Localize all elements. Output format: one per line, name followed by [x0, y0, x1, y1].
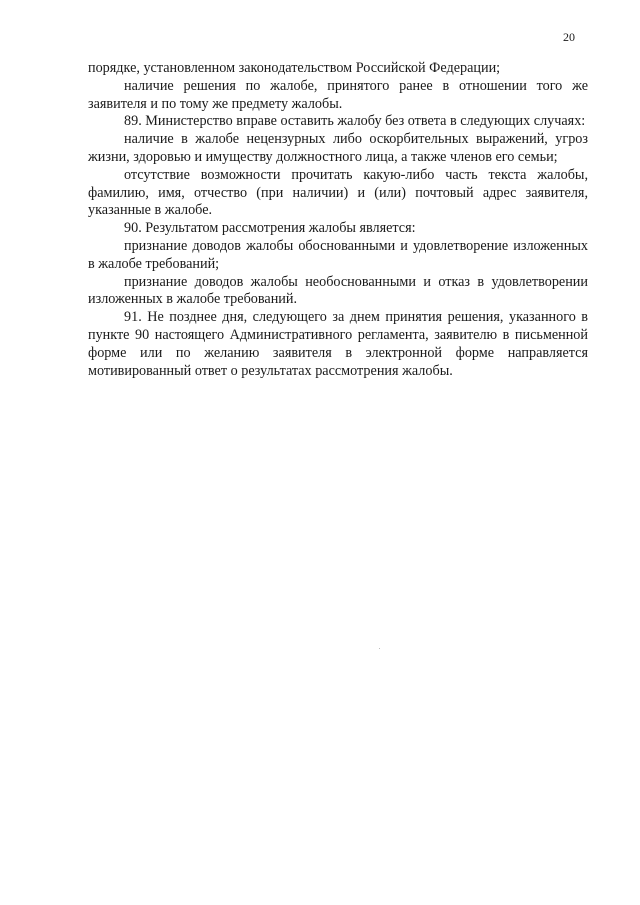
document-body [88, 60, 588, 380]
page-number: 20 [563, 30, 575, 44]
paragraph-91: 91. Не позднее дня, следующего за днем принятия решения, указанного в пункте 90 настоящего Административного регламента, заявителю в письменной форме или по желанию заявителя в электронной форме направляется мотивированный ответ о результатах рассмотрения жалобы. [88, 309, 588, 379]
paragraph-89: 89. Министерство вправе оставить жалобу без ответа в следующих случаях: [124, 113, 586, 130]
paragraph-90: 90. Результатом рассмотрения жалобы является: [124, 220, 416, 237]
paragraph-unreadable-text: отсутствие возможности прочитать какую-либо часть текста жалобы, фамилию, имя, отчество (при наличии) и (или) почтовый адрес заявителя, указанные в жалобе. [88, 166, 588, 219]
paragraph-obscene-language: наличие в жалобе нецензурных либо оскорбительных выражений, угроз жизни, здоровью и имуществу должностного лица, а также членов его семьи; [88, 131, 588, 165]
scan-speck [379, 648, 380, 649]
paragraph-complaint-justified: признание доводов жалобы обоснованными и удовлетворение изложенных в жалобе требований; [88, 237, 588, 272]
paragraph-complaint-unjustified: признание доводов жалобы необоснованными и отказ в удовлетворении изложенных в жалобе требований. [88, 273, 588, 308]
paragraph-continuation: порядке, установленном законодательством Российской Федерации; [88, 60, 501, 76]
paragraph-prior-decision: наличие решения по жалобе, принятого ранее в отношении того же заявителя и по тому же предмету жалобы. [88, 77, 588, 112]
